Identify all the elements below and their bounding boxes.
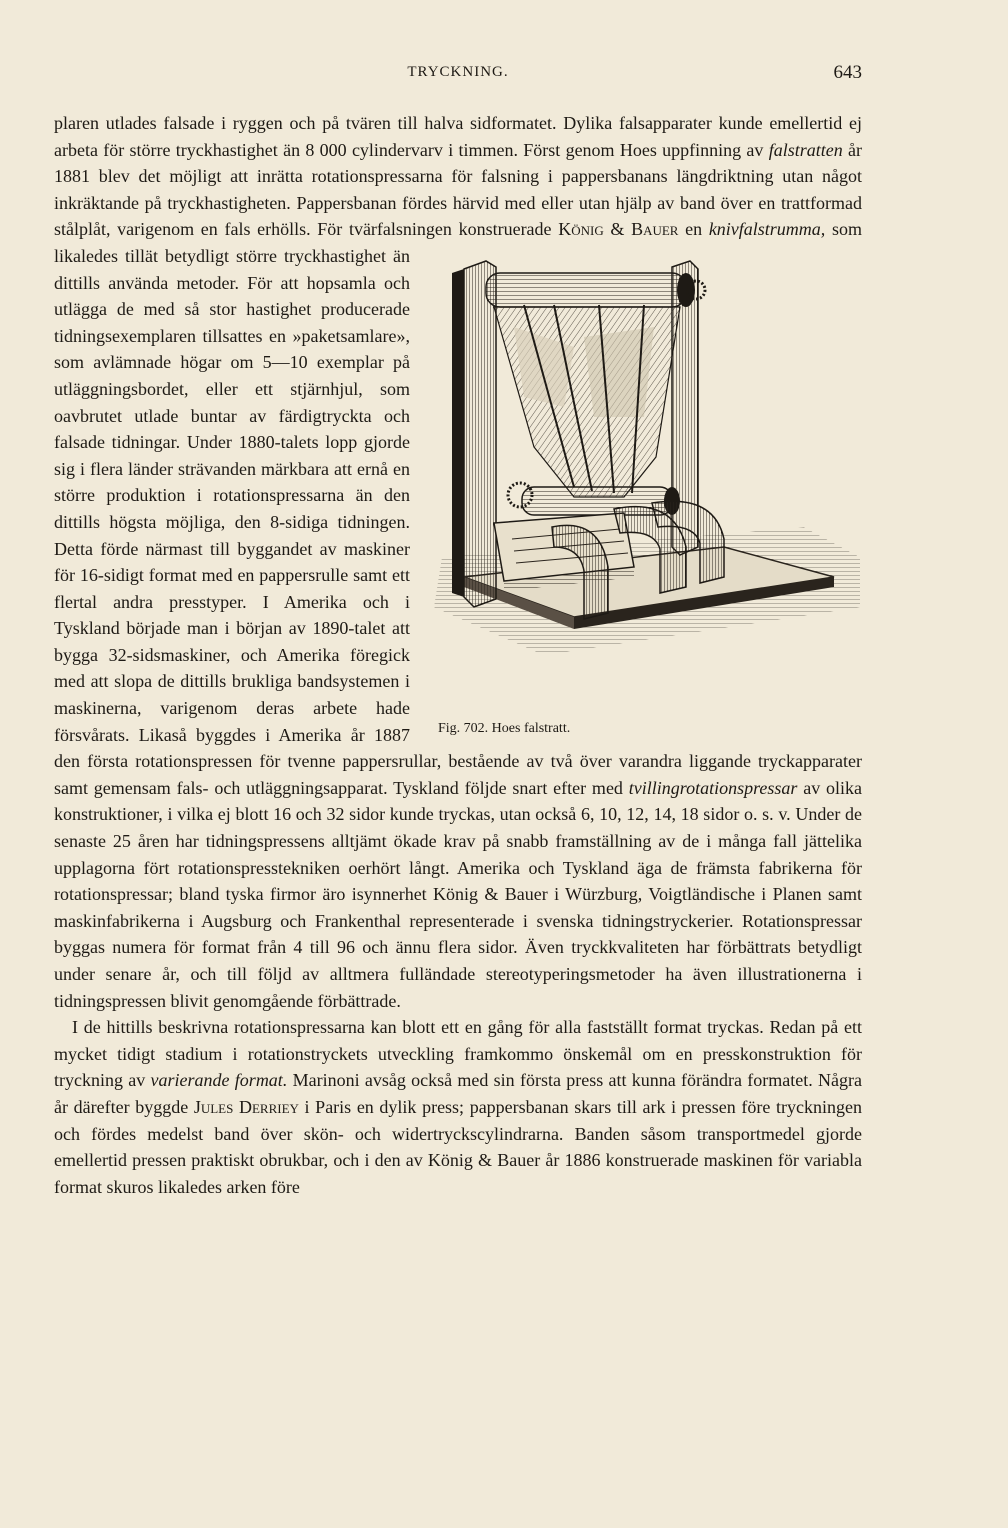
figure-702: [424, 247, 866, 737]
text-run: &: [610, 219, 632, 240]
author-name: König: [558, 219, 604, 240]
running-head: TRYCKNING.: [407, 64, 509, 80]
text-run: en: [685, 219, 709, 240]
italic-term: tvillingrotationspressar: [628, 777, 798, 798]
text-run: i Paris en dylik press; pappersbanan skars till ark i pressen före tryckningen och fördes medelst band över skön- och widertryckscylindrarna. Banden såsom transportmedel gjorde emellertid pressen praktiskt obrukbar, och i den av König & Bauer år 1886 konstruerade maskinen för variabla format skuros likaledes arken före: [54, 1096, 862, 1197]
author-name: Bauer: [631, 219, 679, 240]
page-number: 643: [833, 62, 862, 83]
text-run: av olika konstruktioner, i vilka ej blott 16 och 32 sidor kunde tryckas, utan också 6, 10, 12, 14, 18 sidor o. s. v. Under de senaste 25 åren har tidningspressens alltjämt ökade krav på snabb framställning av de i många fall jättelika upplagorna fört rotationspresstekniken oerhört långt. Amerika och Tyskland äga de främsta fabrikerna för rotationspressar; bland tyska firmor äro isynnerhet König & Bauer i Würzburg, Voigtländische i Planen samt maskinfabrikerna i Augsburg och Frankenthal representerade i svenska tidningstryckerier. Rotationspressar byggas numera för format från 4 till 96 och ännu flera sidor. Även tryckkvaliteten har förbättrats betydligt under senare år, och till följd av alltmera fulländade stereotyperingsmetoder ha även illustrationerna i tidningspressen blivit genomgående förbättrade.: [54, 777, 863, 1011]
figure-caption: Fig. 702. Hoes falstratt.: [438, 720, 571, 736]
italic-term: knivfalstrumma,: [708, 219, 826, 240]
italic-term: varierande format.: [150, 1070, 288, 1091]
italic-term: falstratten: [768, 139, 843, 160]
text-run: Marinoni avsåg också med sin första press att kunna förändra formatet. Några år därefter byggde: [54, 1070, 862, 1117]
paragraph-1: [54, 110, 862, 1014]
paragraph-2: [54, 1014, 862, 1200]
body-text: [54, 110, 862, 1200]
text-run: år 1881 blev det möjligt att inrätta rotationspressarna för falsning i pappersbanans längdriktning utan något inkräktande på tryckhastigheten. Pappersbanan fördes härvid med eller utan hjälp av band över en trattformad stålplåt, varigenom en fals erhölls. För tvärfalsningen konstruerade: [54, 139, 863, 240]
text-run: plaren utlades falsade i ryggen och på tvären till halva sidformatet. Dylika falsapparater kunde emellertid ej arbeta för större tryckhastighet än 8 000 cylindervarv i timmen. Först genom Hoes uppfinning av: [54, 113, 862, 160]
author-name: Jules Derriey: [193, 1096, 299, 1117]
page-header: [54, 64, 862, 92]
falstratt-illustration: [424, 247, 866, 713]
text-run: I de hittills beskrivna rotationspressarna kan blott ett en gång för alla fastställt format tryckas. Redan på ett mycket tidigt stadium i rotationstryckets utveckling framkommo önskemål om en presskonstruktion för tryckning av: [54, 1017, 862, 1091]
text-run: som likaledes tillät betydligt större tryckhastighet än dittills använda metoder. För att hopsamla och utlägga de med så stor hastighet producerade tidningsexemplaren tillsattes en »paketsamlare», som avlämnade högar om 5—10 exemplar på utläggningsbordet, eller ett stjärnhjul, som oavbrutet utlade buntar av färdigtryckta och falsade tidningar. Under 1880-talets lopp gjorde sig i flera länder strävanden märkbara att ernå en större produktion i rotationspressarna än den dittills högsta möjliga, den 8-sidiga tidningen. Detta förde närmast till byggandet av maskiner för 16-sidigt format med en pappersrulle samt ett flertal andra presstyper. I Amerika och i Tyskland började man i början av 1890-talet att bygga 32-sidsmaskiner, och Amerika föregick med att slopa de dittills brukliga bandsystemen i maskinerna, varigenom deras arbete hade försvårats. Likaså byggdes i Amerika år 1887 den första rotationspressen för tvenne pappersrullar, bestående av två över varandra liggande tryckapparater samt gemensam fals- och utläggningsapparat. Tyskland följde snart efter med: [54, 219, 862, 798]
